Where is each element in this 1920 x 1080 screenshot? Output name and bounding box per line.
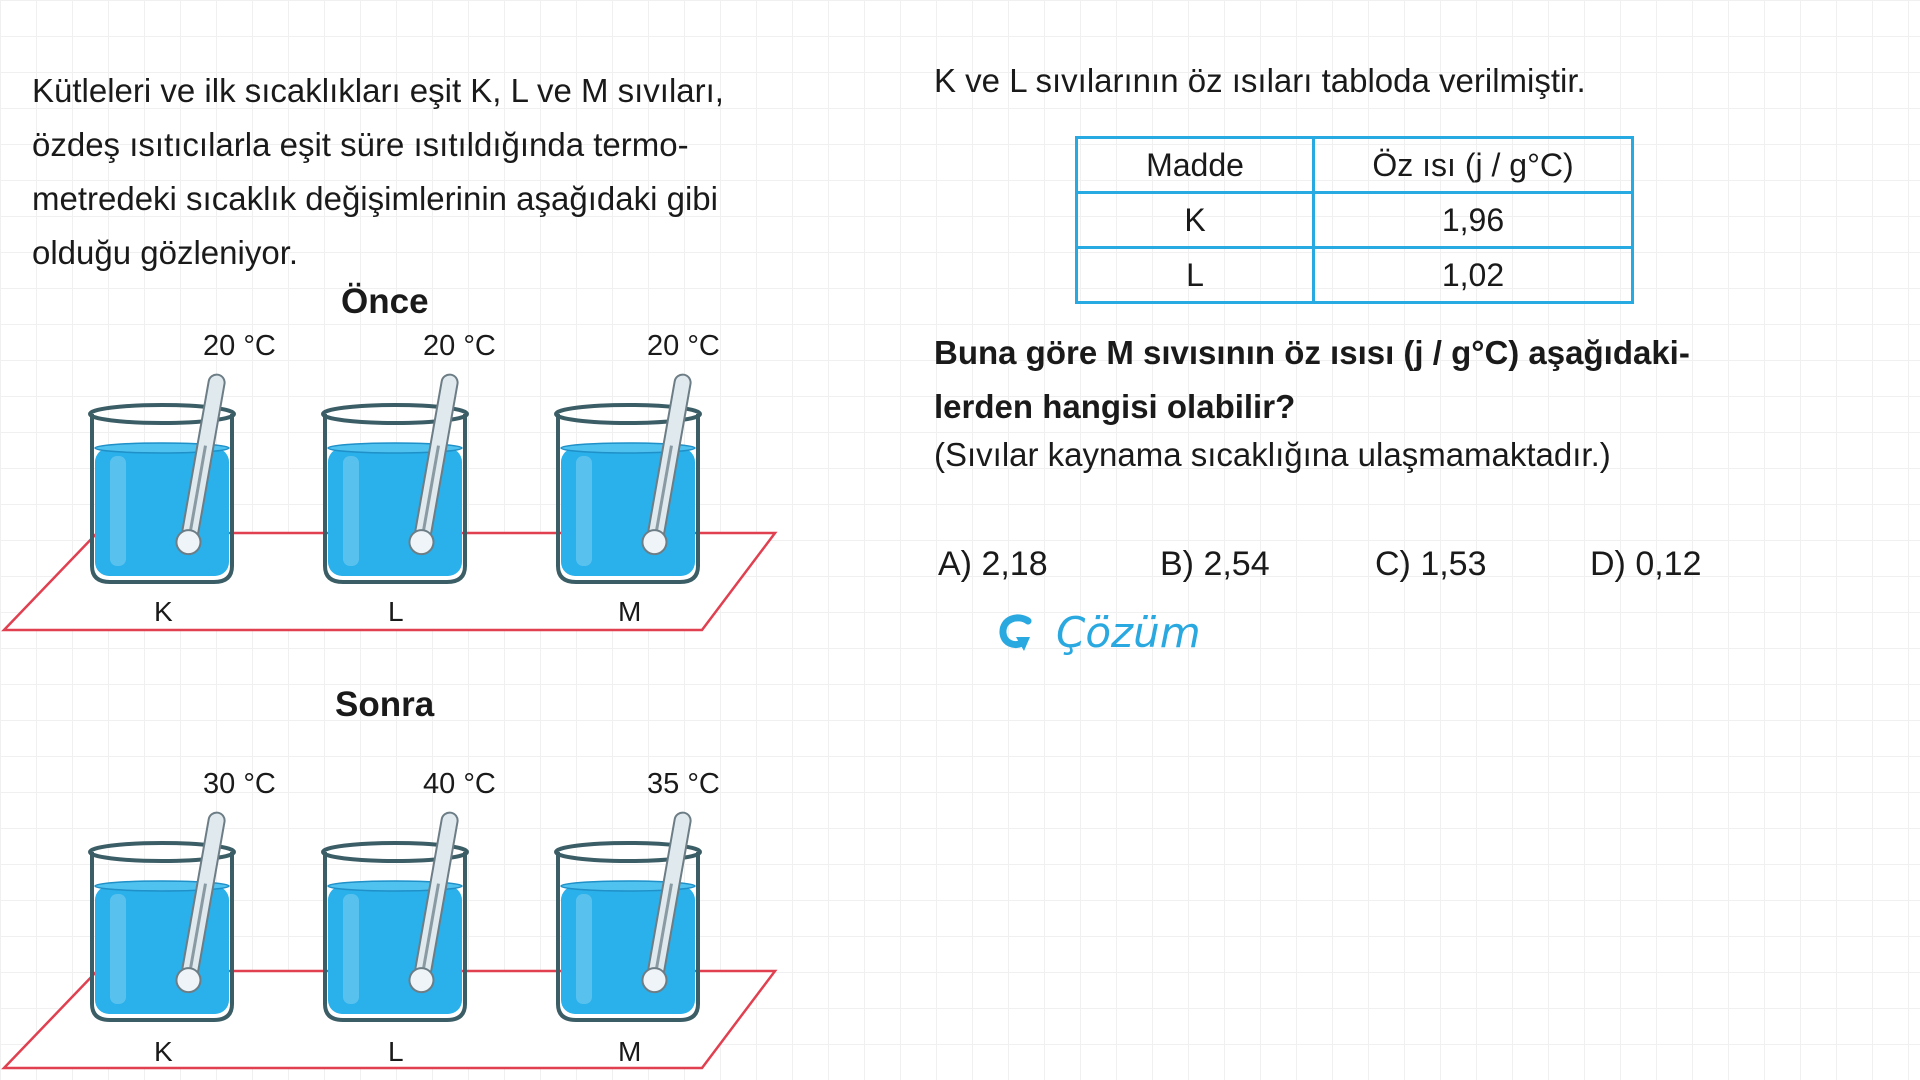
beaker-l <box>323 811 467 1020</box>
beaker-k <box>90 811 234 1020</box>
table-cell: 1,02 <box>1314 248 1633 303</box>
table-intro: K ve L sıvılarının öz ısıları tabloda verilmiştir. <box>934 62 1586 99</box>
option-c[interactable]: C) 1,53 <box>1375 545 1487 583</box>
beaker-m <box>556 811 700 1020</box>
option-d[interactable]: D) 0,12 <box>1590 545 1702 583</box>
before-temp-k: 20 °C <box>203 330 276 362</box>
before-temp-m: 20 °C <box>647 330 720 362</box>
specific-heat-table <box>1075 136 1634 304</box>
question-note: (Sıvılar kaynama sıcaklığına ulaşmamaktadır.) <box>934 436 1611 473</box>
after-temp-k: 30 °C <box>203 768 276 800</box>
problem-line: olduğu gözleniyor. <box>32 234 299 271</box>
question-text <box>934 326 1844 434</box>
after-label-l: L <box>388 1036 404 1067</box>
problem-line: özdeş ısıtıcılarla eşit süre ısıtıldığında termo- <box>32 126 689 163</box>
after-label-k: K <box>154 1036 173 1067</box>
before-title: Önce <box>341 282 429 321</box>
before-label-l: L <box>388 596 404 627</box>
table-header: Madde <box>1077 138 1314 193</box>
after-label-m: M <box>618 1036 642 1067</box>
table-header-row <box>1077 138 1633 193</box>
after-title: Sonra <box>335 685 435 724</box>
before-temp-l: 20 °C <box>423 330 496 362</box>
question-line: Buna göre M sıvısının öz ısısı (j / g°C) aşağıdaki- <box>934 334 1690 371</box>
table-cell: 1,96 <box>1314 193 1633 248</box>
option-a[interactable]: A) 2,18 <box>938 545 1048 583</box>
problem-line: Kütleleri ve ilk sıcaklıkları eşit K, L ve M sıvıları, <box>32 72 724 109</box>
table-row <box>1077 193 1633 248</box>
after-temp-l: 40 °C <box>423 768 496 800</box>
before-label-k: K <box>154 596 173 627</box>
beaker-l <box>323 373 467 582</box>
solution-link[interactable] <box>994 608 1201 657</box>
table-header: Öz ısı (j / g°C) <box>1314 138 1633 193</box>
after-beakers-illustration <box>0 808 790 1073</box>
table-cell: L <box>1077 248 1314 303</box>
option-b[interactable]: B) 2,54 <box>1160 545 1270 583</box>
before-label-m: M <box>618 596 642 627</box>
problem-statement <box>32 64 816 280</box>
beaker-k <box>90 373 234 582</box>
question-line: lerden hangisi olabilir? <box>934 388 1296 425</box>
beaker-m <box>556 373 700 582</box>
problem-line: metredeki sıcaklık değişimlerinin aşağıdaki gibi <box>32 180 718 217</box>
solution-label: Çözüm <box>1056 608 1201 657</box>
return-arrow-icon <box>994 609 1042 657</box>
table-cell: K <box>1077 193 1314 248</box>
table-row <box>1077 248 1633 303</box>
after-temp-m: 35 °C <box>647 768 720 800</box>
